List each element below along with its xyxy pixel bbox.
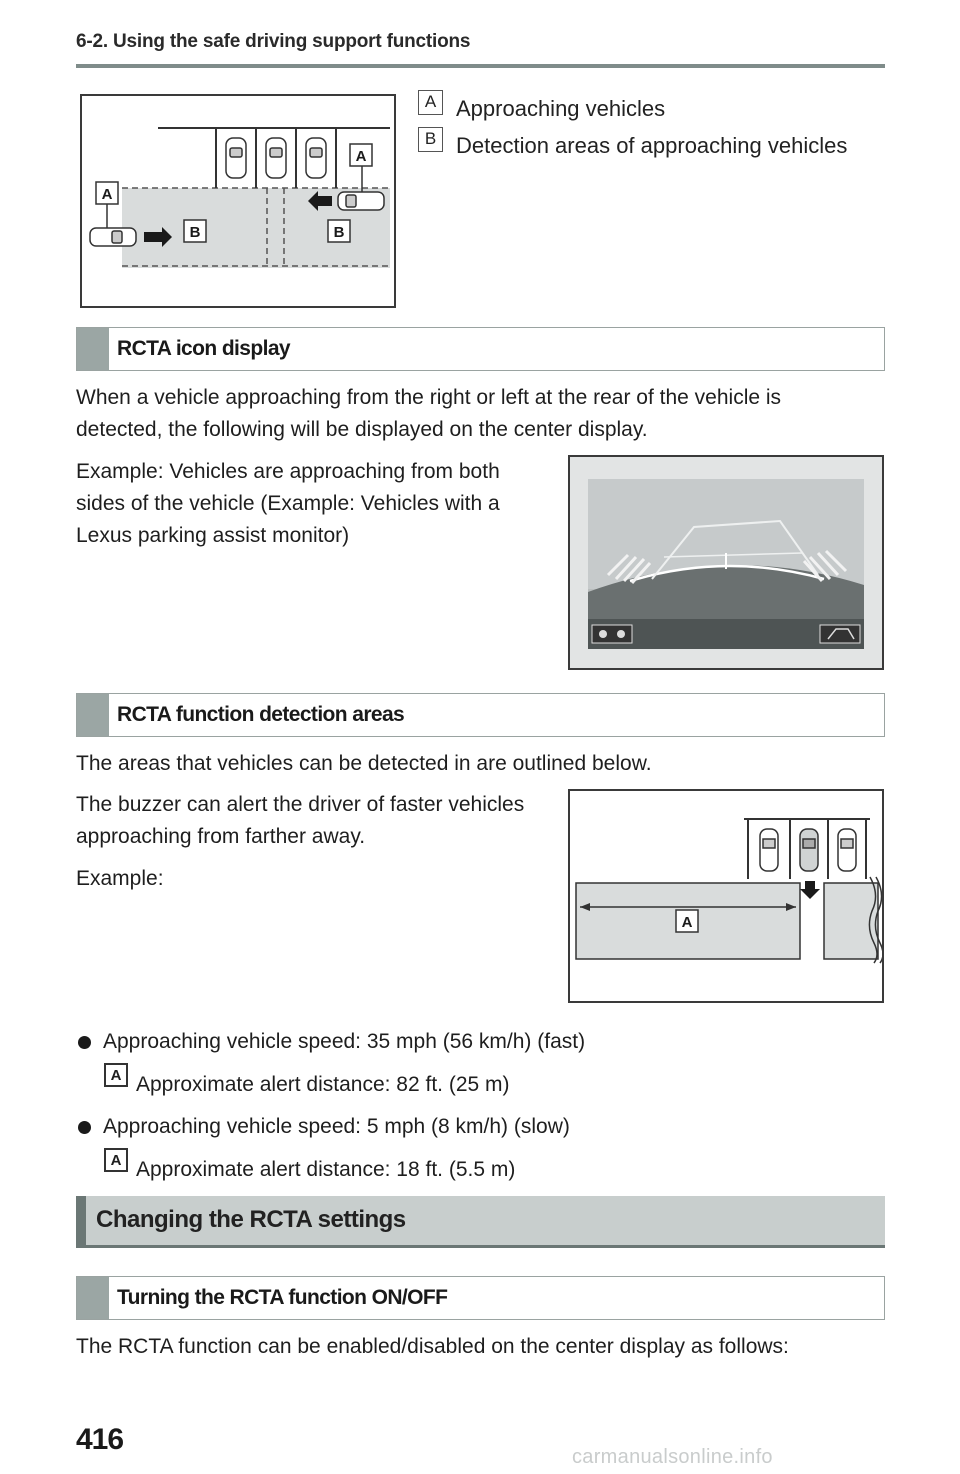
areas-example-text: Example: — [76, 867, 164, 890]
approaching-car-right — [338, 192, 384, 210]
subhead-title: Turning the RCTA function ON/OFF — [117, 1286, 448, 1309]
bullet-slow-distance: Approximate alert distance: 18 ft. (5.5 m) — [136, 1158, 516, 1181]
legend-key-a: A — [418, 90, 443, 115]
subhead-detection-areas — [76, 693, 885, 737]
page-number: 416 — [76, 1423, 124, 1456]
section-title: Changing the RCTA settings — [96, 1206, 406, 1233]
subhead-title: RCTA function detection areas — [117, 703, 405, 726]
header-rule — [76, 64, 885, 68]
bullet-slow-text: Approaching vehicle speed: 5 mph (8 km/h) (slow) — [103, 1115, 570, 1138]
watermark: carmanualsonline.info — [572, 1446, 773, 1468]
legend-item-b — [418, 128, 848, 159]
icon-paragraph: When a vehicle approaching from the right or left at the rear of the vehicle is detected, the following will be displayed on the center display. — [76, 386, 782, 441]
running-header: 6-2. Using the safe driving support functions — [76, 31, 471, 52]
parked-car-2 — [266, 138, 286, 178]
bullet-slow — [78, 1115, 570, 1139]
bullet-dot — [78, 1121, 91, 1134]
approaching-vehicles-figure — [80, 94, 396, 308]
areas-paragraph: The areas that vehicles can be detected in are outlined below. — [76, 752, 652, 775]
approaching-car-left — [90, 228, 136, 246]
bullet-fast-text: Approaching vehicle speed: 35 mph (56 km/h) (fast) — [103, 1030, 586, 1053]
parking-lot-diagram — [82, 96, 394, 306]
label-a: A — [681, 914, 693, 931]
bullet-fast — [78, 1030, 585, 1054]
subhead-on-off — [76, 1276, 885, 1320]
bullet-dot — [78, 1036, 91, 1049]
detection-area-figure — [568, 789, 884, 1003]
label-a-right: A — [355, 148, 367, 165]
detection-area-diagram — [570, 791, 882, 1001]
legend-key-b: B — [418, 127, 443, 152]
section-head-settings — [76, 1196, 885, 1248]
center-display-figure — [568, 455, 884, 670]
subhead-icon-display — [76, 327, 885, 371]
label-b-left: B — [189, 224, 201, 241]
legend-item-a — [418, 91, 666, 122]
legend-text-b: Detection areas of approaching vehicles — [456, 133, 848, 158]
on-off-paragraph: The RCTA function can be enabled/disabled on the center display as follows: — [76, 1335, 789, 1358]
bullet-fast-sub — [104, 1066, 510, 1097]
parked-car-3 — [306, 138, 326, 178]
subhead-title: RCTA icon display — [117, 337, 290, 360]
buzzer-paragraph: The buzzer can alert the driver of faster vehicles approaching from farther away. — [76, 793, 525, 848]
parked-car-1 — [226, 138, 246, 178]
key-a-badge: A — [104, 1063, 128, 1087]
label-b-right: B — [333, 224, 345, 241]
bullet-fast-distance: Approximate alert distance: 82 ft. (25 m) — [136, 1073, 510, 1096]
label-a-left: A — [101, 186, 113, 203]
legend-text-a: Approaching vehicles — [456, 96, 666, 121]
icon-example-text: Example: Vehicles are approaching from both sides of the vehicle (Example: Vehicles with a Lexus parking assist monitor) — [76, 460, 500, 547]
key-a-badge: A — [104, 1148, 128, 1172]
bullet-slow-sub — [104, 1151, 516, 1182]
camera-view-screenshot — [570, 457, 882, 668]
